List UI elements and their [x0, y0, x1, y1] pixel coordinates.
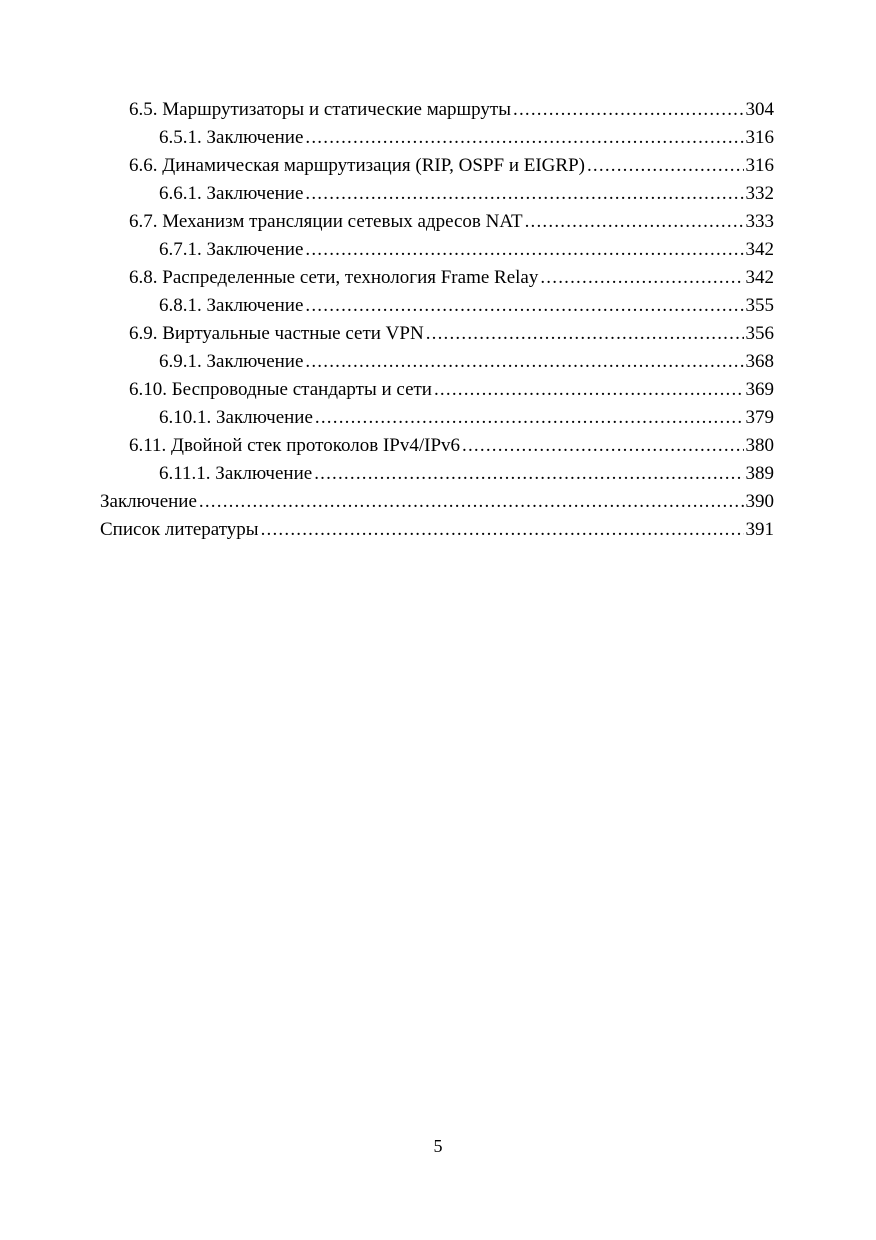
toc-entry-title: 6.9.1. Заключение — [159, 351, 304, 372]
toc-entry — [100, 516, 774, 544]
toc-entry-title: 6.10.1. Заключение — [159, 407, 313, 428]
toc-entry — [100, 236, 774, 264]
toc-entry-page: 316 — [745, 155, 774, 176]
toc-entry-title: Заключение — [100, 491, 197, 512]
toc-entry-title: 6.10. Беспроводные стандарты и сети — [129, 379, 432, 400]
toc-entry-title: 6.8. Распределенные сети, технология Frame Relay — [129, 267, 539, 288]
table-of-contents — [100, 96, 774, 544]
dot-leader — [305, 236, 743, 264]
toc-entry-page: 389 — [745, 463, 774, 484]
dot-leader — [525, 208, 744, 236]
toc-entry — [100, 460, 774, 488]
toc-entry — [100, 264, 774, 292]
toc-entry-title: 6.8.1. Заключение — [159, 295, 304, 316]
dot-leader — [434, 376, 744, 404]
toc-entry-title: Список литературы — [100, 519, 259, 540]
toc-entry-title: 6.7. Механизм трансляции сетевых адресов NAT — [129, 211, 523, 232]
dot-leader — [305, 292, 743, 320]
toc-entry-page: 369 — [745, 379, 774, 400]
toc-entry-title: 6.11.1. Заключение — [159, 463, 313, 484]
toc-entry-page: 356 — [745, 323, 774, 344]
toc-entry — [100, 96, 774, 124]
dot-leader — [315, 404, 744, 432]
page-number: 5 — [433, 1136, 443, 1156]
toc-entry — [100, 124, 774, 152]
dot-leader — [261, 516, 744, 544]
dot-leader — [462, 432, 743, 460]
toc-entry-page: 316 — [745, 127, 774, 148]
toc-entry — [100, 376, 774, 404]
toc-entry-title: 6.5.1. Заключение — [159, 127, 304, 148]
toc-entry — [100, 152, 774, 180]
toc-entry-title: 6.5. Маршрутизаторы и статические маршруты — [129, 99, 511, 120]
toc-entry — [100, 404, 774, 432]
toc-entry-page: 332 — [745, 183, 774, 204]
toc-entry — [100, 348, 774, 376]
dot-leader — [305, 180, 743, 208]
toc-entry-title: 6.7.1. Заключение — [159, 239, 304, 260]
dot-leader — [199, 488, 744, 516]
toc-entry-page: 391 — [745, 519, 774, 540]
dot-leader — [540, 264, 743, 292]
toc-entry — [100, 320, 774, 348]
toc-entry-title: 6.6.1. Заключение — [159, 183, 304, 204]
toc-entry-title: 6.6. Динамическая маршрутизация (RIP, OSPF и EIGRP) — [129, 155, 585, 176]
toc-entry-page: 304 — [745, 99, 774, 120]
dot-leader — [513, 96, 744, 124]
dot-leader — [305, 124, 743, 152]
toc-entry-page: 379 — [745, 407, 774, 428]
toc-entry — [100, 432, 774, 460]
toc-entry-page: 342 — [745, 267, 774, 288]
dot-leader — [305, 348, 743, 376]
toc-entry-title: 6.9. Виртуальные частные сети VPN — [129, 323, 424, 344]
toc-entry-page: 368 — [745, 351, 774, 372]
toc-entry-page: 355 — [745, 295, 774, 316]
toc-entry-page: 333 — [745, 211, 774, 232]
toc-entry — [100, 488, 774, 516]
dot-leader — [426, 320, 744, 348]
toc-entry-page: 380 — [745, 435, 774, 456]
dot-leader — [587, 152, 744, 180]
toc-entry-page: 342 — [745, 239, 774, 260]
toc-entry-title: 6.11. Двойной стек протоколов IPv4/IPv6 — [129, 435, 461, 456]
dot-leader — [314, 460, 743, 488]
toc-entry-page: 390 — [745, 491, 774, 512]
toc-entry — [100, 208, 774, 236]
toc-entry — [100, 180, 774, 208]
toc-entry — [100, 292, 774, 320]
